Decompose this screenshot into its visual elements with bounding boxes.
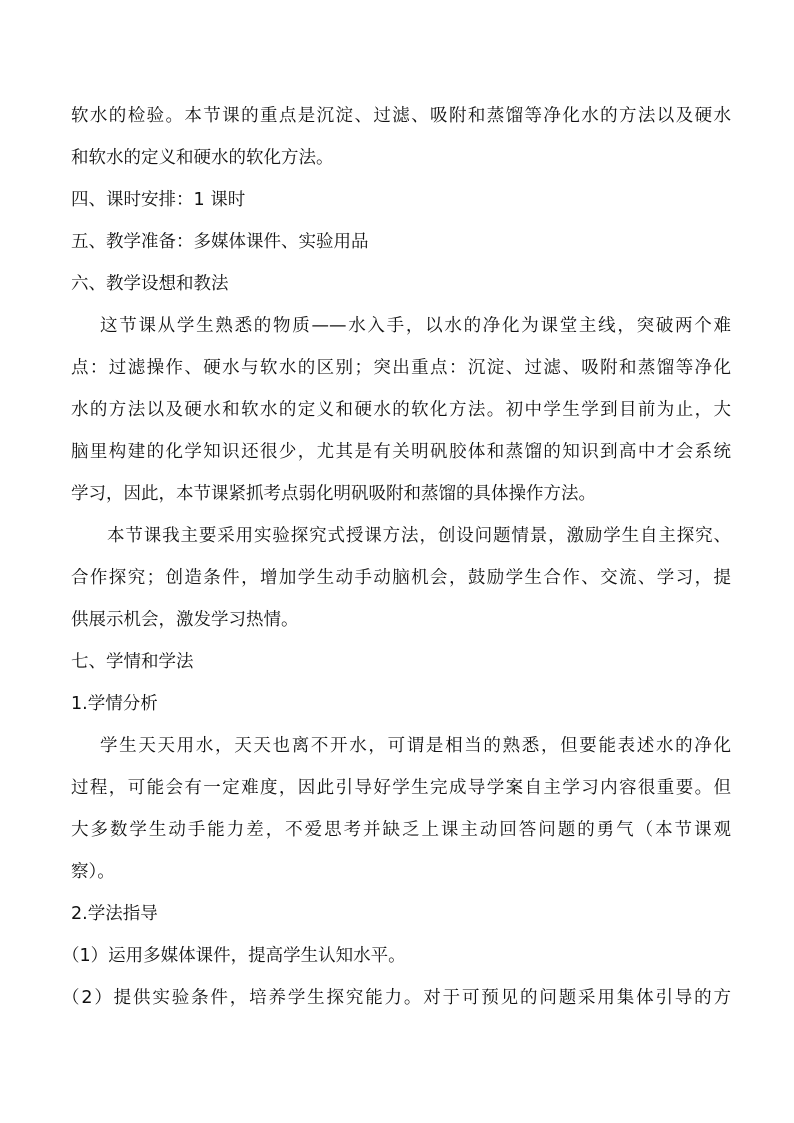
paragraph-line: 合作探究；创造条件，增加学生动手动脑机会，鼓励学生合作、交流、学习，提 [71,568,731,588]
paragraph-line: 学生天天用水，天天也离不开水，可谓是相当的熟悉，但要能表述水的净化 [100,736,731,756]
paragraph-line: 大多数学生动手能力差，不爱思考并缺乏上课主动回答问题的勇气（本节课观 [71,820,731,840]
paragraph-line: 供展示机会，激发学习热情。 [71,610,299,630]
paragraph-line: 软水的检验。本节课的重点是沉淀、过滤、吸附和蒸馏等净化水的方法以及硬水 [71,106,731,126]
paragraph-line: 水的方法以及硬水和软水的定义和硬水的软化方法。初中学生学到目前为止，大 [71,400,731,420]
section-heading-learning: 七、学情和学法 [71,652,194,672]
subsection-heading-analysis: 1.学情分析 [71,694,158,714]
section-heading-teaching-method: 六、教学设想和教法 [71,274,229,294]
paragraph-line: 过程，可能会有一定难度，因此引导好学生完成导学案自主学习内容很重要。但 [71,778,731,798]
paragraph-line: 察）。 [71,862,115,882]
list-item: （1）运用多媒体课件，提高学生认知水平。 [62,946,406,966]
paragraph-line: 学习，因此，本节课紧抓考点弱化明矾吸附和蒸馏的具体操作方法。 [71,484,596,504]
paragraph-line: 脑里构建的化学知识还很少，尤其是有关明矾胶体和蒸馏的知识到高中才会系统 [71,442,731,462]
paragraph-line: 本节课我主要采用实验探究式授课方法，创设问题情景，激励学生自主探究、 [107,526,731,546]
section-heading-preparation: 五、教学准备：多媒体课件、实验用品 [71,232,369,252]
paragraph-line: 和软水的定义和硬水的软化方法。 [71,148,334,168]
section-heading-schedule: 四、课时安排：1 课时 [71,190,246,210]
paragraph-line: 点：过滤操作、硬水与软水的区别；突出重点：沉淀、过滤、吸附和蒸馏等净化 [71,358,731,378]
list-item: （2）提供实验条件，培养学生探究能力。对于可预见的问题采用集体引导的方 [62,988,731,1008]
subsection-heading-guidance: 2.学法指导 [71,904,158,924]
paragraph-line: 这节课从学生熟悉的物质——水入手，以水的净化为课堂主线，突破两个难 [100,316,731,336]
